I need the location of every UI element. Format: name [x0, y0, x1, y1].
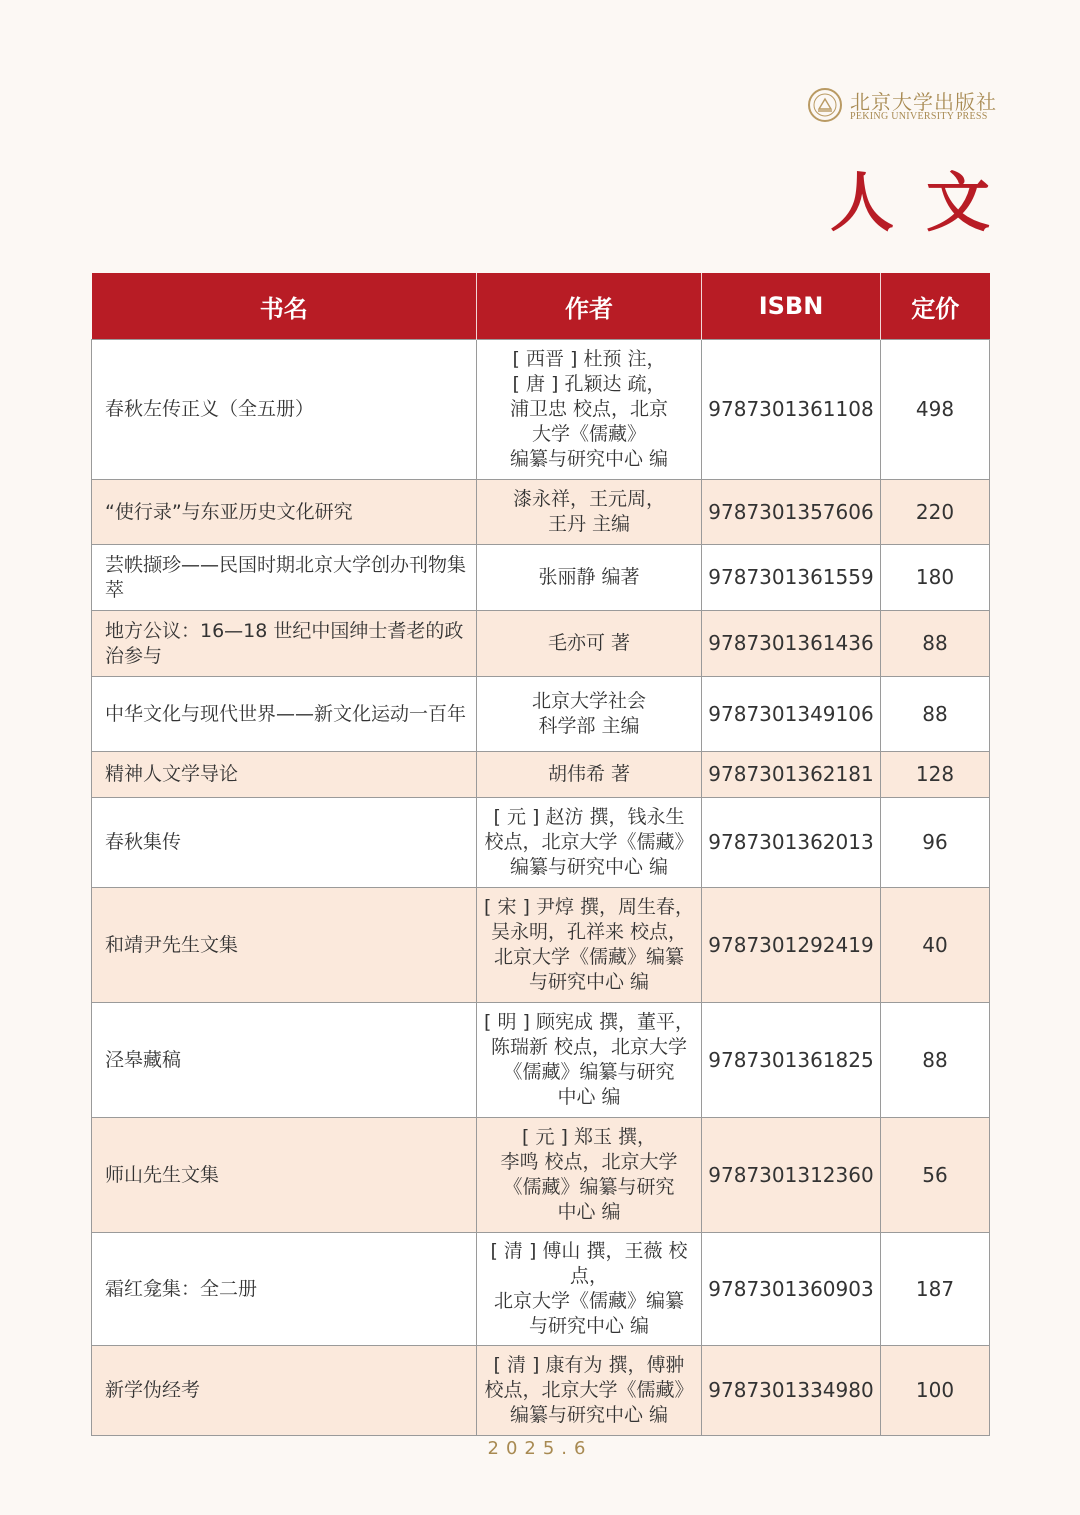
book-isbn-cell: 9787301362013 — [702, 798, 881, 888]
book-author-cell: 漆永祥，王元周， 王丹 主编 — [477, 480, 702, 545]
book-author-cell: 毛亦可 著 — [477, 611, 702, 677]
book-price-cell: 96 — [881, 798, 990, 888]
table-row — [92, 888, 990, 1003]
book-author-cell: [ 西晋 ] 杜预 注， [ 唐 ] 孔颖达 疏， 浦卫忠 校点，北京 大学《儒藏》 编纂与研究中心 编 — [477, 340, 702, 480]
book-isbn-cell: 9787301360903 — [702, 1233, 881, 1346]
book-isbn-cell: 9787301349106 — [702, 677, 881, 752]
book-title-cell: 芸帙撷珍——民国时期北京大学创办刊物集萃 — [92, 545, 477, 611]
book-price-cell: 88 — [881, 611, 990, 677]
book-isbn-cell: 9787301361436 — [702, 611, 881, 677]
book-price-cell: 88 — [881, 1003, 990, 1118]
book-author-cell: [ 宋 ] 尹焞 撰，周生春， 吴永明，孔祥来 校点， 北京大学《儒藏》编纂 与研究中心 编 — [477, 888, 702, 1003]
publisher-name-en: PEKING UNIVERSITY PRESS — [850, 111, 988, 122]
publisher-name-cn: 北京大学出版社 — [850, 90, 997, 114]
book-isbn-cell: 9787301334980 — [702, 1346, 881, 1436]
book-price-cell: 220 — [881, 480, 990, 545]
book-isbn-cell: 9787301312360 — [702, 1118, 881, 1233]
page-title: 人文 — [830, 166, 1022, 241]
book-title-cell: 泾皋藏稿 — [92, 1003, 477, 1118]
table-row — [92, 545, 990, 611]
table-row — [92, 480, 990, 545]
book-author-cell: [ 清 ] 傅山 撰，王薇 校点， 北京大学《儒藏》编纂 与研究中心 编 — [477, 1233, 702, 1346]
book-title-cell: 春秋左传正义（全五册） — [92, 340, 477, 480]
table-row — [92, 1003, 990, 1118]
book-author-cell: 胡伟希 著 — [477, 752, 702, 798]
book-title-cell: 地方公议：16—18 世纪中国绅士耆老的政治参与 — [92, 611, 477, 677]
header-title: 书名 — [92, 273, 477, 340]
table-row — [92, 340, 990, 480]
table-row — [92, 798, 990, 888]
book-price-cell: 128 — [881, 752, 990, 798]
book-price-cell: 180 — [881, 545, 990, 611]
book-list-table — [91, 273, 990, 1436]
table-row — [92, 1118, 990, 1233]
book-title-cell: 新学伪经考 — [92, 1346, 477, 1436]
book-title-cell: “使行录”与东亚历史文化研究 — [92, 480, 477, 545]
book-title-cell: 中华文化与现代世界——新文化运动一百年 — [92, 677, 477, 752]
book-author-cell: [ 元 ] 赵汸 撰，钱永生 校点，北京大学《儒藏》编纂与研究中心 编 — [477, 798, 702, 888]
book-author-cell: [ 元 ] 郑玉 撰， 李鸣 校点，北京大学 《儒藏》编纂与研究 中心 编 — [477, 1118, 702, 1233]
table-row — [92, 1346, 990, 1436]
book-title-cell: 春秋集传 — [92, 798, 477, 888]
book-price-cell: 88 — [881, 677, 990, 752]
book-title-cell: 和靖尹先生文集 — [92, 888, 477, 1003]
book-isbn-cell: 9787301361559 — [702, 545, 881, 611]
book-author-cell: 北京大学社会 科学部 主编 — [477, 677, 702, 752]
book-price-cell: 498 — [881, 340, 990, 480]
table-row — [92, 611, 990, 677]
header-isbn: ISBN — [702, 273, 881, 340]
peking-university-emblem-icon — [808, 88, 842, 122]
book-isbn-cell: 9787301361108 — [702, 340, 881, 480]
book-title-cell: 霜红龛集：全二册 — [92, 1233, 477, 1346]
book-price-cell: 40 — [881, 888, 990, 1003]
table-header-row — [92, 273, 990, 340]
book-author-cell: [ 清 ] 康有为 撰，傅翀 校点，北京大学《儒藏》编纂与研究中心 编 — [477, 1346, 702, 1436]
book-title-cell: 师山先生文集 — [92, 1118, 477, 1233]
table-row — [92, 752, 990, 798]
table-row — [92, 1233, 990, 1346]
book-author-cell: [ 明 ] 顾宪成 撰，董平， 陈瑞新 校点，北京大学 《儒藏》编纂与研究 中心 编 — [477, 1003, 702, 1118]
book-price-cell: 100 — [881, 1346, 990, 1436]
book-title-cell: 精神人文学导论 — [92, 752, 477, 798]
header-author: 作者 — [477, 273, 702, 340]
book-author-cell: 张丽静 编著 — [477, 545, 702, 611]
publication-date: 2025.6 — [487, 1438, 593, 1459]
book-isbn-cell: 9787301292419 — [702, 888, 881, 1003]
book-isbn-cell: 9787301362181 — [702, 752, 881, 798]
book-isbn-cell: 9787301361825 — [702, 1003, 881, 1118]
book-price-cell: 187 — [881, 1233, 990, 1346]
table-row — [92, 677, 990, 752]
publisher-logo — [808, 86, 998, 126]
book-price-cell: 56 — [881, 1118, 990, 1233]
header-price: 定价 — [881, 273, 990, 340]
book-isbn-cell: 9787301357606 — [702, 480, 881, 545]
